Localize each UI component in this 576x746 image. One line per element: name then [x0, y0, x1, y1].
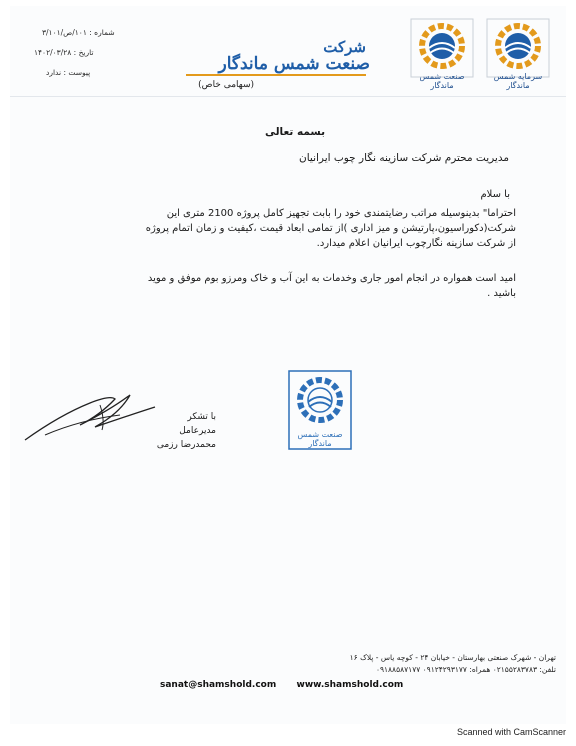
signature-block	[96, 410, 216, 452]
gear-wave-icon	[486, 18, 550, 78]
right-brand-logo	[410, 18, 474, 92]
body-line: از شرکت سازینه نگارچوب ایرانیان اعلام میدارد.	[316, 238, 516, 249]
stamp-caption: صنعت شمس ماندگار	[297, 430, 343, 448]
footer-email: sanat@shamshold.com	[160, 680, 277, 690]
footer-web	[160, 680, 560, 690]
gear-wave-icon	[410, 18, 474, 78]
company-name: صنعت شمس ماندگار	[218, 54, 370, 74]
letter-date: تاریخ : ۱۴۰۲/۰۳/۲۸	[34, 48, 94, 57]
company-prefix: شرکت	[323, 38, 366, 56]
greeting: با سلام	[480, 189, 510, 200]
scanner-watermark: Scanned with CamScanner	[456, 727, 566, 737]
addressee: مدیریت محترم شرکت سازینه نگار چوب ایرانیان	[298, 152, 509, 164]
signoff-name: محمدرضا رزمی	[156, 440, 216, 450]
left-logo-caption: سرمایه شمس ماندگار	[493, 72, 543, 90]
company-type: (سهامی خاص)	[198, 80, 254, 90]
left-brand-logo	[486, 18, 550, 92]
right-logo-caption: صنعت شمس ماندگار	[419, 72, 465, 90]
footer-website: www.shamshold.com	[296, 680, 404, 690]
company-underline	[186, 74, 366, 76]
closing-line: امید است همواره در انجام امور جاری وخدمات به این آب و خاک ومرزو بوم موفق و موید	[147, 273, 516, 284]
body-paragraph	[84, 206, 516, 251]
header-divider	[10, 96, 566, 97]
letter-page	[10, 6, 566, 724]
footer-contact	[156, 652, 556, 676]
signoff-title: مدیرعامل	[179, 426, 216, 436]
company-stamp	[288, 370, 352, 450]
letter-number: شماره : ۱۰۱/ص/۳/۱۰۱	[42, 28, 115, 37]
body-line: احتراما" بدینوسیله مراتب رضایتمندی خود را بابت تجهیز کامل پروژه 2100 متری این	[166, 208, 516, 219]
closing-line: باشید .	[487, 288, 516, 299]
letter-heading: بسمه تعالی	[264, 126, 326, 138]
body-line: شرکت(دکوراسیون،پارتیشن و میز اداری )از تمامی ابعاد قیمت ،کیفیت و زمان اتمام پروژه	[145, 223, 516, 234]
signoff-thanks: با تشکر	[187, 412, 216, 422]
closing-paragraph	[84, 271, 516, 301]
footer-phones: تلفن: ۰۲۱۵۵۲۸۳۷۸۳ همراه: ۰۹۱۲۴۲۹۳۱۷۷ ۰۹۱۸۸۵۸۷۱۷۷	[375, 665, 556, 674]
letter-attachment: پیوست : ندارد	[46, 68, 91, 77]
footer-address: تهران - شهرک صنعتی بهارستان - خیابان ۲۴ - کوچه یاس - پلاک ۱۶	[349, 653, 556, 662]
